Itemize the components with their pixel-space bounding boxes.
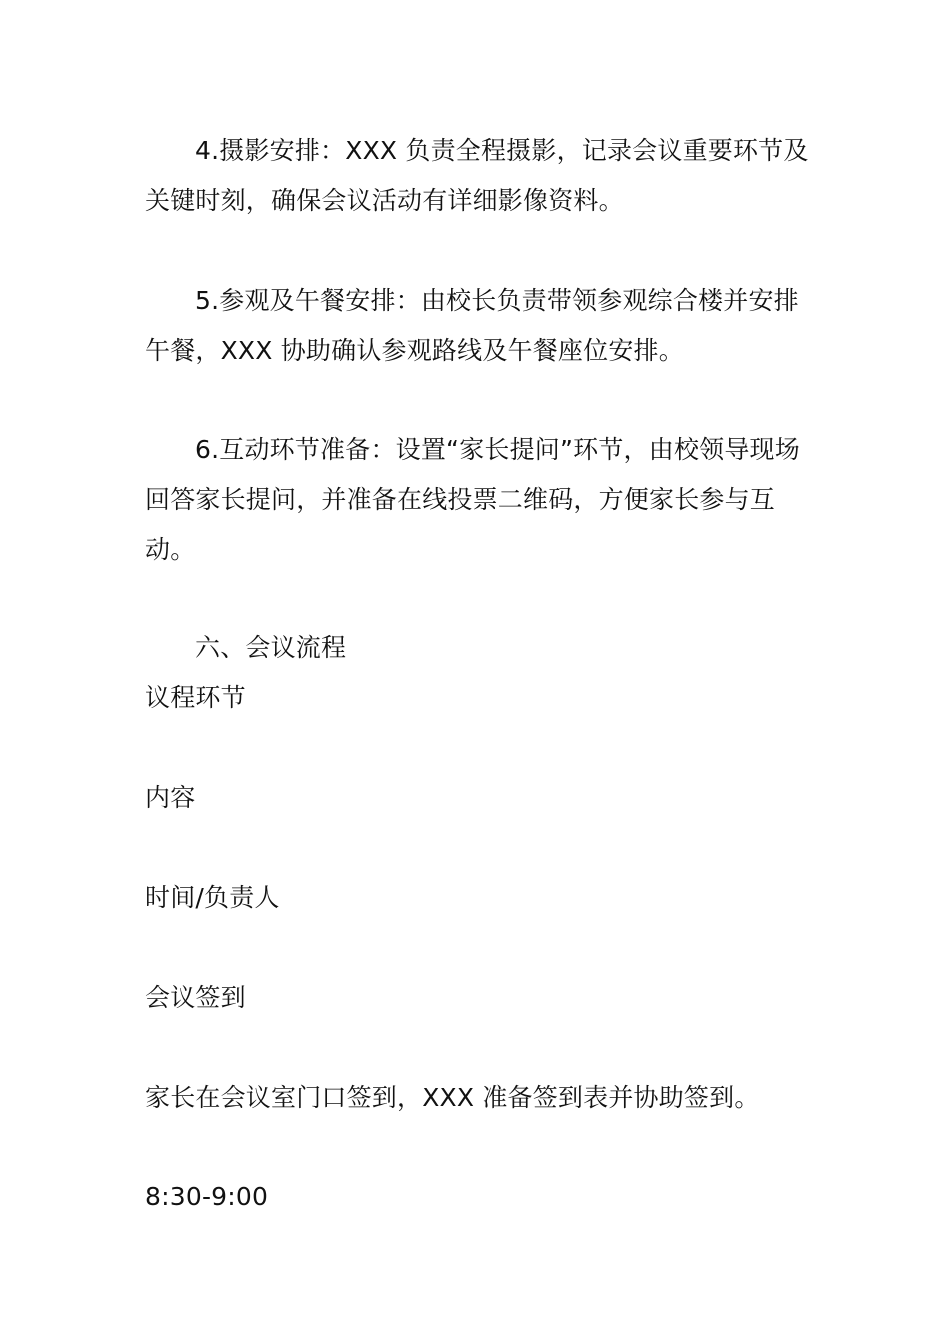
paragraph-photography: 4.摄影安排：XXX 负责全程摄影，记录会议重要环节及关键时刻，确保会议活动有详细影像资料。 [145,136,809,215]
table-cell-agenda-header: 议程环节 [145,683,246,712]
paragraph-interaction: 6.互动环节准备：设置“家长提问”环节，由校领导现场回答家长提问，并准备在线投票二维码，方便家长参与互动。 [145,435,800,564]
table-cell-time-owner-header: 时间/负责人 [145,883,280,912]
table-cell-signin: 会议签到 [145,983,246,1012]
table-cell-content-header: 内容 [145,783,196,812]
table-cell-signin-content: 家长在会议室门口签到，XXX 准备签到表并协助签到。 [145,1083,760,1112]
table-cell-signin-time: 8:30-9:00 [145,1182,269,1211]
section-heading: 六、会议流程 [195,633,347,662]
paragraph-visit-lunch: 5.参观及午餐安排：由校长负责带领参观综合楼并安排午餐，XXX 协助确认参观路线及午餐座位安排。 [145,286,799,365]
